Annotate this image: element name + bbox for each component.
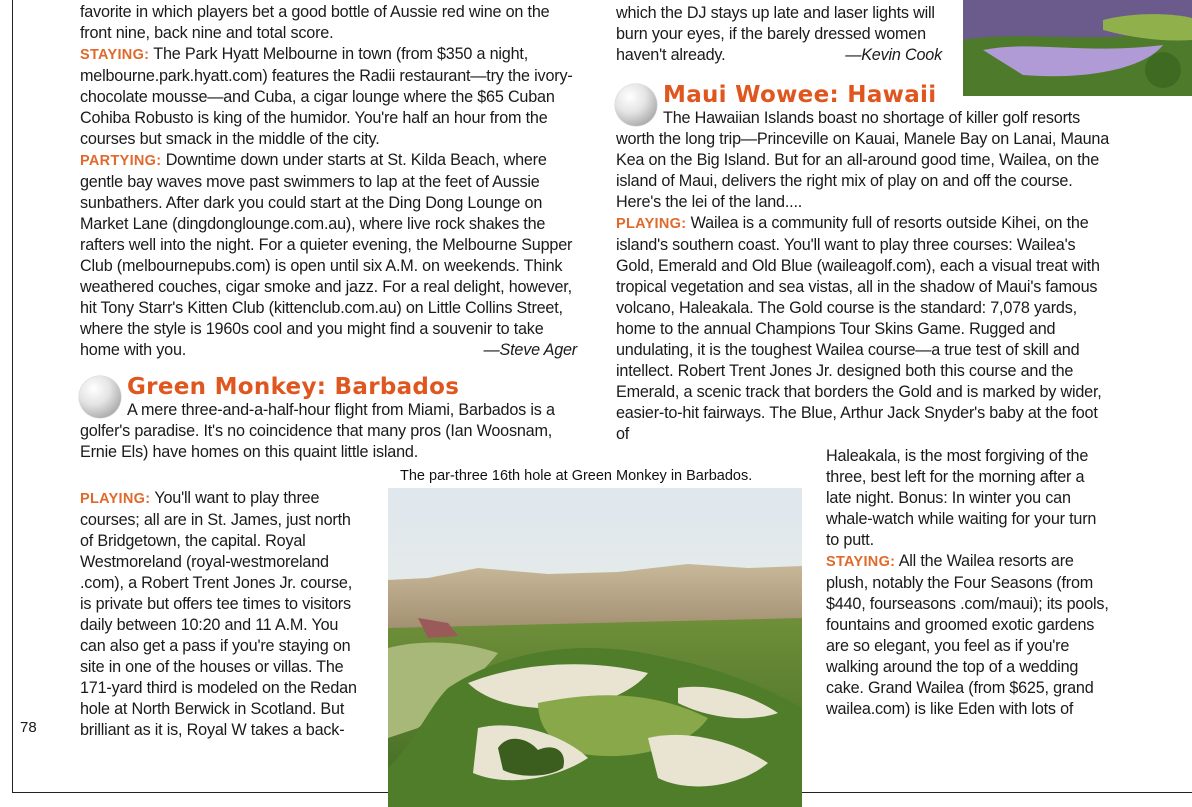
- hawaii-section: [616, 82, 1109, 445]
- barbados-section: [80, 374, 577, 463]
- dj-author-byline: —Kevin Cook: [845, 46, 942, 64]
- dj-paragraph: [616, 3, 942, 66]
- partying-text: Downtime down under starts at St. Kilda Beach, where gentle bay waves move past swimmers to lap at the feet of Aussie sunbathers. After dark you could start at the Ding Dong Lounge on Market Lane (dingdonglounge.com.au), where live rock shakes the rafters well into the night. For a quieter evening, the Melbourne Supper Club (melbournepubs.com) is open until six A.M. on weekends. Think weathered couches, cigar smoke and jazz. For a real delight, however, hit Tony Starr's Kitten Club (kittenclub.com.au) on Little Collins Street, where the style is 1960s cool and you might find a souvenir to take home with you.: [80, 151, 573, 359]
- page-left-rule: [12, 0, 13, 792]
- dj-text: which the DJ stays up late and laser lights will burn your eyes, if the barely dressed women haven't already.: [616, 4, 935, 64]
- photo-caption: The par-three 16th hole at Green Monkey in Barbados.: [400, 468, 753, 484]
- hawaii-playing-label: PLAYING:: [616, 216, 687, 232]
- hawaii-playing: [616, 213, 1109, 445]
- hawaii-lower: [826, 446, 1109, 720]
- staying-text: The Park Hyatt Melbourne in town (from $350 a night, melbourne.park.hyatt.com) features the Radii restaurant—try the ivory-chocolate mousse—and Cuba, a cigar lounge where the $65 Cuban Cohiba Robusto is king of the humidor. You're half an hour from the courses but smack in the middle of the city.: [80, 45, 573, 148]
- australia-staying: [80, 44, 577, 150]
- hawaii-staying-label: STAYING:: [826, 554, 896, 570]
- page-number: 78: [20, 719, 37, 736]
- hawaii-staying-text: All the Wailea resorts are plush, notably the Four Seasons (from $440, fourseasons .com/maui); its pools, fountains and groomed exotic gardens are so elegant, you feel as if you're walking around the top of a wedding cake. Grand Wailea (from $625, grand wailea.com) is like Eden with lots of: [826, 552, 1109, 718]
- playing-text: You'll want to play three courses; all are in St. James, just north of Bridgetown, the capital. Royal Westmoreland (royal-westmoreland .com), a Robert Trent Jones Jr. course, is private but offers tee times to visitors daily between 10:20 and 11 A.M. You can also get a pass if you're staying on site in one of the houses or villas. The 171-yard third is modeled on the Redan hole at North Berwick in Scotland. But brilliant as it is, Royal W takes a back-: [80, 489, 357, 739]
- hawaii-intro: The Hawaiian Islands boast no shortage of killer golf resorts worth the long trip—Princeville on Kauai, Manele Bay on Lanai, Mauna Kea on the Big Island. But for an all-around good time, Wailea, on the island of Maui, delivers the right mix of play on and off the course. Here's the lei of the land....: [616, 109, 1110, 211]
- hawaii-heading: Maui Wowee: Hawaii: [663, 82, 937, 108]
- hawaii-playing-text-b: Haleakala, is the most forgiving of the three, best left for the morning after a late night. Bonus: In winter you can whale-watch while waiting for your turn to putt.: [826, 447, 1097, 549]
- australia-intro: favorite in which players bet a good bottle of Aussie red wine on the front nine, back nine and total score.: [80, 3, 550, 42]
- australia-section: [80, 2, 577, 361]
- green-monkey-photo: [388, 488, 802, 807]
- author-byline: —Steve Ager: [483, 341, 577, 359]
- hawaii-playing-text-a: Wailea is a community full of resorts outside Kihei, on the island's southern coast. You'll want to play three courses: Wailea's Gold, Emerald and Old Blue (waileagolf.com), each a visual treat with tropical vegetation and sea vistas, all in the shadow of Maui's famous volcano, Haleakala. The Gold course is the standard: 7,078 yards, home to the annual Champions Tour Skins Game. Rugged and undulating, it is the toughest Wailea course—a true test of skill and intellect. Robert Trent Jones Jr. designed both this course and the Emerald, a scenic track that borders the Gold and is marked by wider, easier-to-hit fairways. The Blue, Arthur Jack Snyder's baby at the foot of: [616, 214, 1102, 443]
- barbados-intro: A mere three-and-a-half-hour flight from Miami, Barbados is a golfer's paradise. It's no coincidence that many pros (Ian Woosnam, Ernie Els) have homes on this quaint little island.: [80, 401, 555, 461]
- barbados-heading: Green Monkey: Barbados: [127, 374, 460, 400]
- playing-label: PLAYING:: [80, 491, 151, 507]
- partying-label: PARTYING:: [80, 153, 162, 169]
- hawaii-staying: [826, 551, 1109, 720]
- australia-partying: [80, 150, 577, 361]
- staying-label: STAYING:: [80, 47, 150, 63]
- barbados-playing: [80, 488, 367, 741]
